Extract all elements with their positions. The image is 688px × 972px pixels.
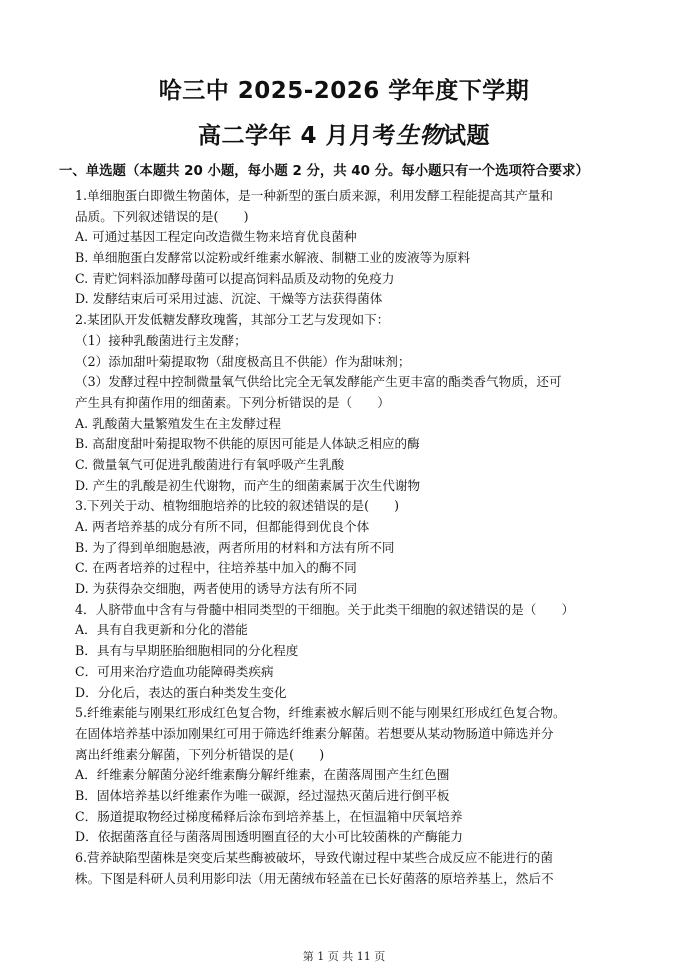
text-line: 产生具有抑菌作用的细菌素。下列分析错误的是（ ）: [75, 394, 390, 410]
subtitle-suffix: 试题: [443, 123, 491, 149]
option-line: A．纤维素分解菌分泌纤维素酶分解纤维素，在菌落周围产生红色圈: [75, 767, 450, 783]
text-line: 品质。下列叙述错误的是( ): [75, 208, 249, 224]
page-number: 第 1 页 共 11 页: [302, 950, 386, 963]
subtitle-subject: 生物: [396, 122, 444, 149]
option-line: C. 在两者培养的过程中，往培养基中加入的酶不同: [75, 560, 357, 576]
option-line: C. 青贮饲料添加酵母菌可以提高饲料品质及动物的免疫力: [75, 270, 395, 286]
page-title: 哈三中 2025-2026 学年度下学期: [158, 78, 530, 104]
option-line: B. 单细胞蛋白发酵常以淀粉或纤维素水解液、制糖工业的废液等为原料: [75, 250, 471, 266]
option-line: D. 发酵结束后可采用过滤、沉淀、干燥等方法获得菌体: [75, 291, 383, 307]
question-body: [75, 186, 615, 889]
text-line: 5.纤维素能与刚果红形成红色复合物，纤维素被水解后则不能与刚果红形成红色复合物。: [75, 705, 566, 721]
option-line: B. 为了得到单细胞悬液，两者所用的材料和方法有所不同: [75, 539, 395, 555]
page-subtitle: [0, 117, 688, 150]
option-line: A. 乳酸菌大量繁殖发生在主发酵过程: [75, 415, 282, 431]
option-line: B. 高甜度甜叶菊提取物不供能的原因可能是人体缺乏相应的酶: [75, 436, 420, 452]
option-line: D．依据菌落直径与菌落周围透明圈直径的大小可比较菌株的产酶能力: [75, 829, 463, 845]
text-line: 3.下列关于动、植物细胞培养的比较的叙述错误的是( ): [75, 498, 400, 514]
option-line: A. 可通过基因工程定向改造微生物来培育优良菌种: [75, 229, 357, 245]
text-line: 1.单细胞蛋白即微生物菌体，是一种新型的蛋白质来源，利用发酵工程能提高其产量和: [75, 188, 553, 203]
subtitle-prefix: 高二学年 4 月月考: [197, 123, 397, 149]
option-line: D. 为获得杂交细胞，两者使用的诱导方法有所不同: [75, 581, 358, 597]
text-line: 株。下图是科研人员利用影印法（用无菌绒布轻盖在已长好菌落的原培养基上，然后不: [75, 870, 554, 886]
option-line: B．固体培养基以纤维素作为唯一碳源，经过湿热灭菌后进行倒平板: [75, 787, 450, 803]
text-line: 离出纤维素分解菌，下列分析错误的是( ): [75, 746, 325, 762]
text-line: 4．人脐带血中含有与骨髓中相同类型的干细胞。关于此类干细胞的叙述错误的是（ ）: [75, 601, 575, 617]
section-heading: 一、单选题（本题共 20 小题，每小题 2 分，共 40 分。每小题只有一个选项符合要求）: [59, 164, 589, 179]
option-line: C．肠道提取物经过梯度稀释后涂布到培养基上，在恒温箱中厌氧培养: [75, 808, 463, 824]
option-line: C．可用来治疗造血功能障碍类疾病: [75, 663, 274, 679]
text-line: 在固体培养基中添加刚果红可用于筛选纤维素分解菌。若想要从某动物肠道中筛选并分: [75, 725, 554, 741]
text-line: （3）发酵过程中控制微量氧气供给比完全无氧发酵能产生更丰富的酯类香气物质，还可: [75, 374, 562, 390]
option-line: C. 微量氧气可促进乳酸菌进行有氧呼吸产生乳酸: [75, 456, 345, 472]
option-line: D. 产生的乳酸是初生代谢物，而产生的细菌素属于次生代谢物: [75, 477, 421, 493]
option-line: A. 两者培养基的成分有所不同，但都能得到优良个体: [75, 519, 370, 534]
text-line: （1）接种乳酸菌进行主发酵；: [75, 332, 247, 348]
text-line: （2）添加甜叶菊提取物（甜度极高且不供能）作为甜味剂；: [75, 353, 411, 369]
option-line: B．具有与早期胚胎细胞相同的分化程度: [75, 643, 299, 659]
text-line: 2.某团队开发低糖发酵玫瑰酱，其部分工艺与发现如下：: [75, 312, 390, 328]
option-line: D．分化后，表达的蛋白种类发生变化: [75, 684, 287, 700]
option-line: A．具有自我更新和分化的潜能: [75, 622, 248, 638]
text-line: 6.营养缺陷型菌株是突变后某些酶被破坏，导致代谢过程中某些合成反应不能进行的菌: [75, 850, 553, 865]
